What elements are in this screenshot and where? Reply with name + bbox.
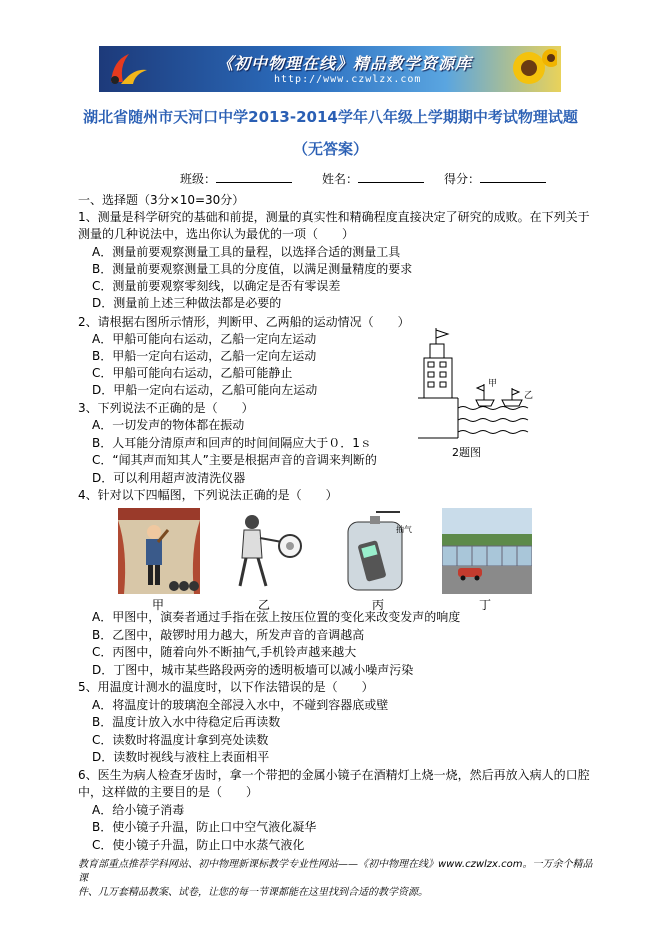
q4-option-a: A．甲图中，演奏者通过手指在弦上按压位置的变化来改变发声的响度 <box>92 610 461 624</box>
q6-stem-2: 中，这样做的主要目的是（ ） <box>78 785 259 799</box>
q4-label-yi: 乙 <box>258 598 271 612</box>
name-label: 姓名： <box>322 172 359 186</box>
q4-option-d: D．丁图中，城市某些路段两旁的透明板墙可以减小噪声污染 <box>92 663 414 677</box>
q6-option-a: A．给小镜子消毒 <box>92 803 185 817</box>
q5-option-b: B．温度计放入水中待稳定后再读数 <box>92 715 281 729</box>
class-label: 班级： <box>180 172 217 186</box>
q5-stem: 5、用温度计测水的温度时，以下作法错误的是（ ） <box>78 680 374 694</box>
q4-option-b: B．乙图中，敲锣时用力越大，所发声音的音调越高 <box>92 628 365 642</box>
sunflower-icon <box>499 48 557 90</box>
q1-option-b: B．测量前要观察测量工具的分度值，以满足测量精度的要求 <box>92 262 413 276</box>
q2-option-a: A．甲船可能向右运动，乙船一定向左运动 <box>92 332 317 346</box>
q5-option-c: C．读数时将温度计拿到亮处读数 <box>92 733 269 747</box>
score-label: 得分： <box>444 172 481 186</box>
name-field <box>322 170 424 187</box>
score-field <box>444 170 546 187</box>
footer-line-2: 件、几万套精品教案、试卷，让您的每一节课都能在这里找到合适的教学资源。 <box>78 887 428 898</box>
q4-picture-bing-vacuum-jar <box>342 508 416 594</box>
exam-title: 湖北省随州市天河口中学2013-2014学年八年级上学期期中考试物理试题 <box>83 108 578 126</box>
score-blank <box>480 170 546 183</box>
q2-option-c: C．甲船可能向右运动，乙船可能静止 <box>92 366 293 380</box>
site-banner <box>99 46 561 92</box>
q4-stem: 4、针对以下四幅图，下列说法正确的是（ ） <box>78 488 338 502</box>
q1-option-d: D．测量前上述三种做法都是必要的 <box>92 296 282 310</box>
q4-label-jia: 甲 <box>152 598 165 612</box>
q4-label-ding: 丁 <box>479 598 492 612</box>
q1-option-a: A．测量前要观察测量工具的量程，以选择合适的测量工具 <box>92 245 401 259</box>
banner-title: 《初中物理在线》精品教学资源库 <box>217 54 473 73</box>
boat-jia-label: 甲 <box>488 379 498 389</box>
page-footer <box>78 858 598 900</box>
q4-picture-ding-noise-barrier <box>442 508 532 594</box>
q3-option-c: C．“闻其声而知其人”主要是根据声音的音调来判断的 <box>92 453 377 467</box>
q1-option-c: C．测量前要观察零刻线，以确定是否有零误差 <box>92 279 341 293</box>
q4-label-bing: 丙 <box>372 598 385 612</box>
q4-picture-yi-gong <box>228 508 308 594</box>
footer-line-1: 教育部重点推荐学科网站、初中物理新课标教学专业性网站——《初中物理在线》www.czwlzx.com。一万余个精品课 <box>78 859 593 884</box>
q2-figure-building-boats <box>418 328 534 458</box>
banner-url: http://www.czwlzx.com <box>274 74 422 85</box>
q1-stem-2: 测量的几种说法中，选出你认为最优的一项（ ） <box>78 227 355 241</box>
q4-picture-jia-violinist <box>118 508 200 594</box>
q6-option-c: C．使小镜子升温，防止口中水蒸气液化 <box>92 838 305 852</box>
q2-option-d: D．甲船一定向右运动，乙船可能向左运动 <box>92 383 318 397</box>
pump-label: 抽气 <box>396 525 412 534</box>
name-blank <box>358 170 424 183</box>
q3-option-b: B．人耳能分清原声和回声的时间间隔应大于０．1ｓ <box>92 436 372 450</box>
q2-figure-caption: 2题图 <box>452 446 481 459</box>
class-blank <box>216 170 292 183</box>
class-field <box>180 170 292 187</box>
site-logo-icon <box>103 50 153 88</box>
q3-option-a: A．一切发声的物体都在振动 <box>92 418 245 432</box>
exam-title-note: （无答案） <box>292 140 368 158</box>
q2-stem: 2、请根据右图所示情形，判断甲、乙两船的运动情况（ ） <box>78 315 410 329</box>
section-heading: 一、选择题（3分×10=30分） <box>78 193 245 207</box>
q2-option-b: B．甲船一定向右运动，乙船一定向左运动 <box>92 349 317 363</box>
boat-yi-label: 乙 <box>524 391 534 401</box>
q6-stem-1: 6、医生为病人检查牙齿时，拿一个带把的金属小镜子在酒精灯上烧一烧，然后再放入病人的口腔 <box>78 768 590 782</box>
q1-stem-1: 1、测量是科学研究的基础和前提，测量的真实性和精确程度直接决定了研究的成败。在下列关于 <box>78 210 590 224</box>
q5-option-a: A．将温度计的玻璃泡全部浸入水中，不碰到容器底或壁 <box>92 698 389 712</box>
q3-stem: 3、下列说法不正确的是（ ） <box>78 401 254 415</box>
q4-option-c: C．丙图中，随着向外不断抽气,手机铃声越来越大 <box>92 645 357 659</box>
q3-option-d: D．可以利用超声波清洗仪器 <box>92 471 246 485</box>
q5-option-d: D．读数时视线与液柱上表面相平 <box>92 750 270 764</box>
q6-option-b: B．使小镜子升温，防止口中空气液化凝华 <box>92 820 317 834</box>
